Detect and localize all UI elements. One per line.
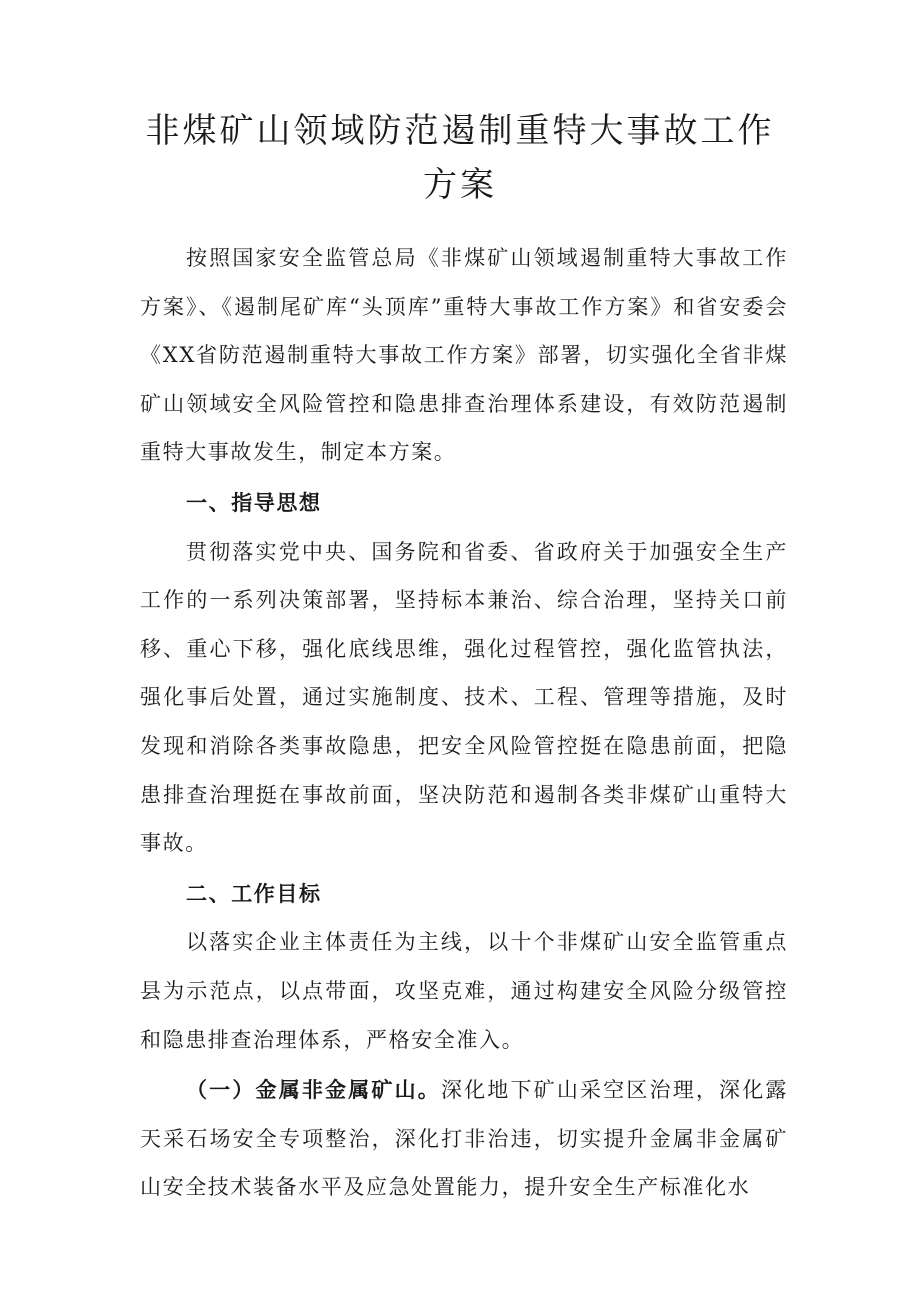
section-paragraph-work-goals: 以落实企业主体责任为主线，以十个非煤矿山安全监管重点县为示范点，以点带面，攻坚克难，通过构建安全风险分级管控和隐患排查治理体系，严格安全准入。 <box>140 930 788 1052</box>
subsection-lead-metal-mines: （一）金属非金属矿山。 <box>186 1078 441 1103</box>
subsection-text-metal-mines: 深化地下矿山采空区治理，深化露天采石场安全专项整治，深化打非治违，切实提升金属非金属矿山安全技术装备水平及应急处置能力，提升安全生产标准化水 <box>140 1078 788 1200</box>
section-heading-guiding-ideology: 一、指导思想 <box>186 490 322 515</box>
subsection-paragraph-metal-mines <box>140 1066 788 1212</box>
document-body <box>140 234 788 1212</box>
section-heading-work-goals: 二、工作目标 <box>186 881 322 906</box>
document-title: 非煤矿山领域防范遏制重特大事故工作方案 <box>145 111 775 205</box>
section-paragraph-guiding-ideology: 贯彻落实党中央、国务院和省委、省政府关于加强安全生产工作的一系列决策部署，坚持标本兼治、综合治理，坚持关口前移、重心下移，强化底线思维，强化过程管控，强化监管执法，强化事后处置，通过实施制度、技术、工程、管理等措施，及时发现和消除各类事故隐患，把安全风险管控挺在隐患前面，把隐患排查治理挺在事故前面，坚决防范和遏制各类非煤矿山重特大事故。 <box>140 539 788 856</box>
intro-paragraph: 按照国家安全监管总局《非煤矿山领域遏制重特大事故工作方案》、《遏制尾矿库“头顶库”重特大事故工作方案》和省安委会《XX省防范遏制重特大事故工作方案》部署，切实强化全省非煤矿山领域安全风险管控和隐患排查治理体系建设，有效防范遏制重特大事故发生，制定本方案。 <box>140 246 788 465</box>
